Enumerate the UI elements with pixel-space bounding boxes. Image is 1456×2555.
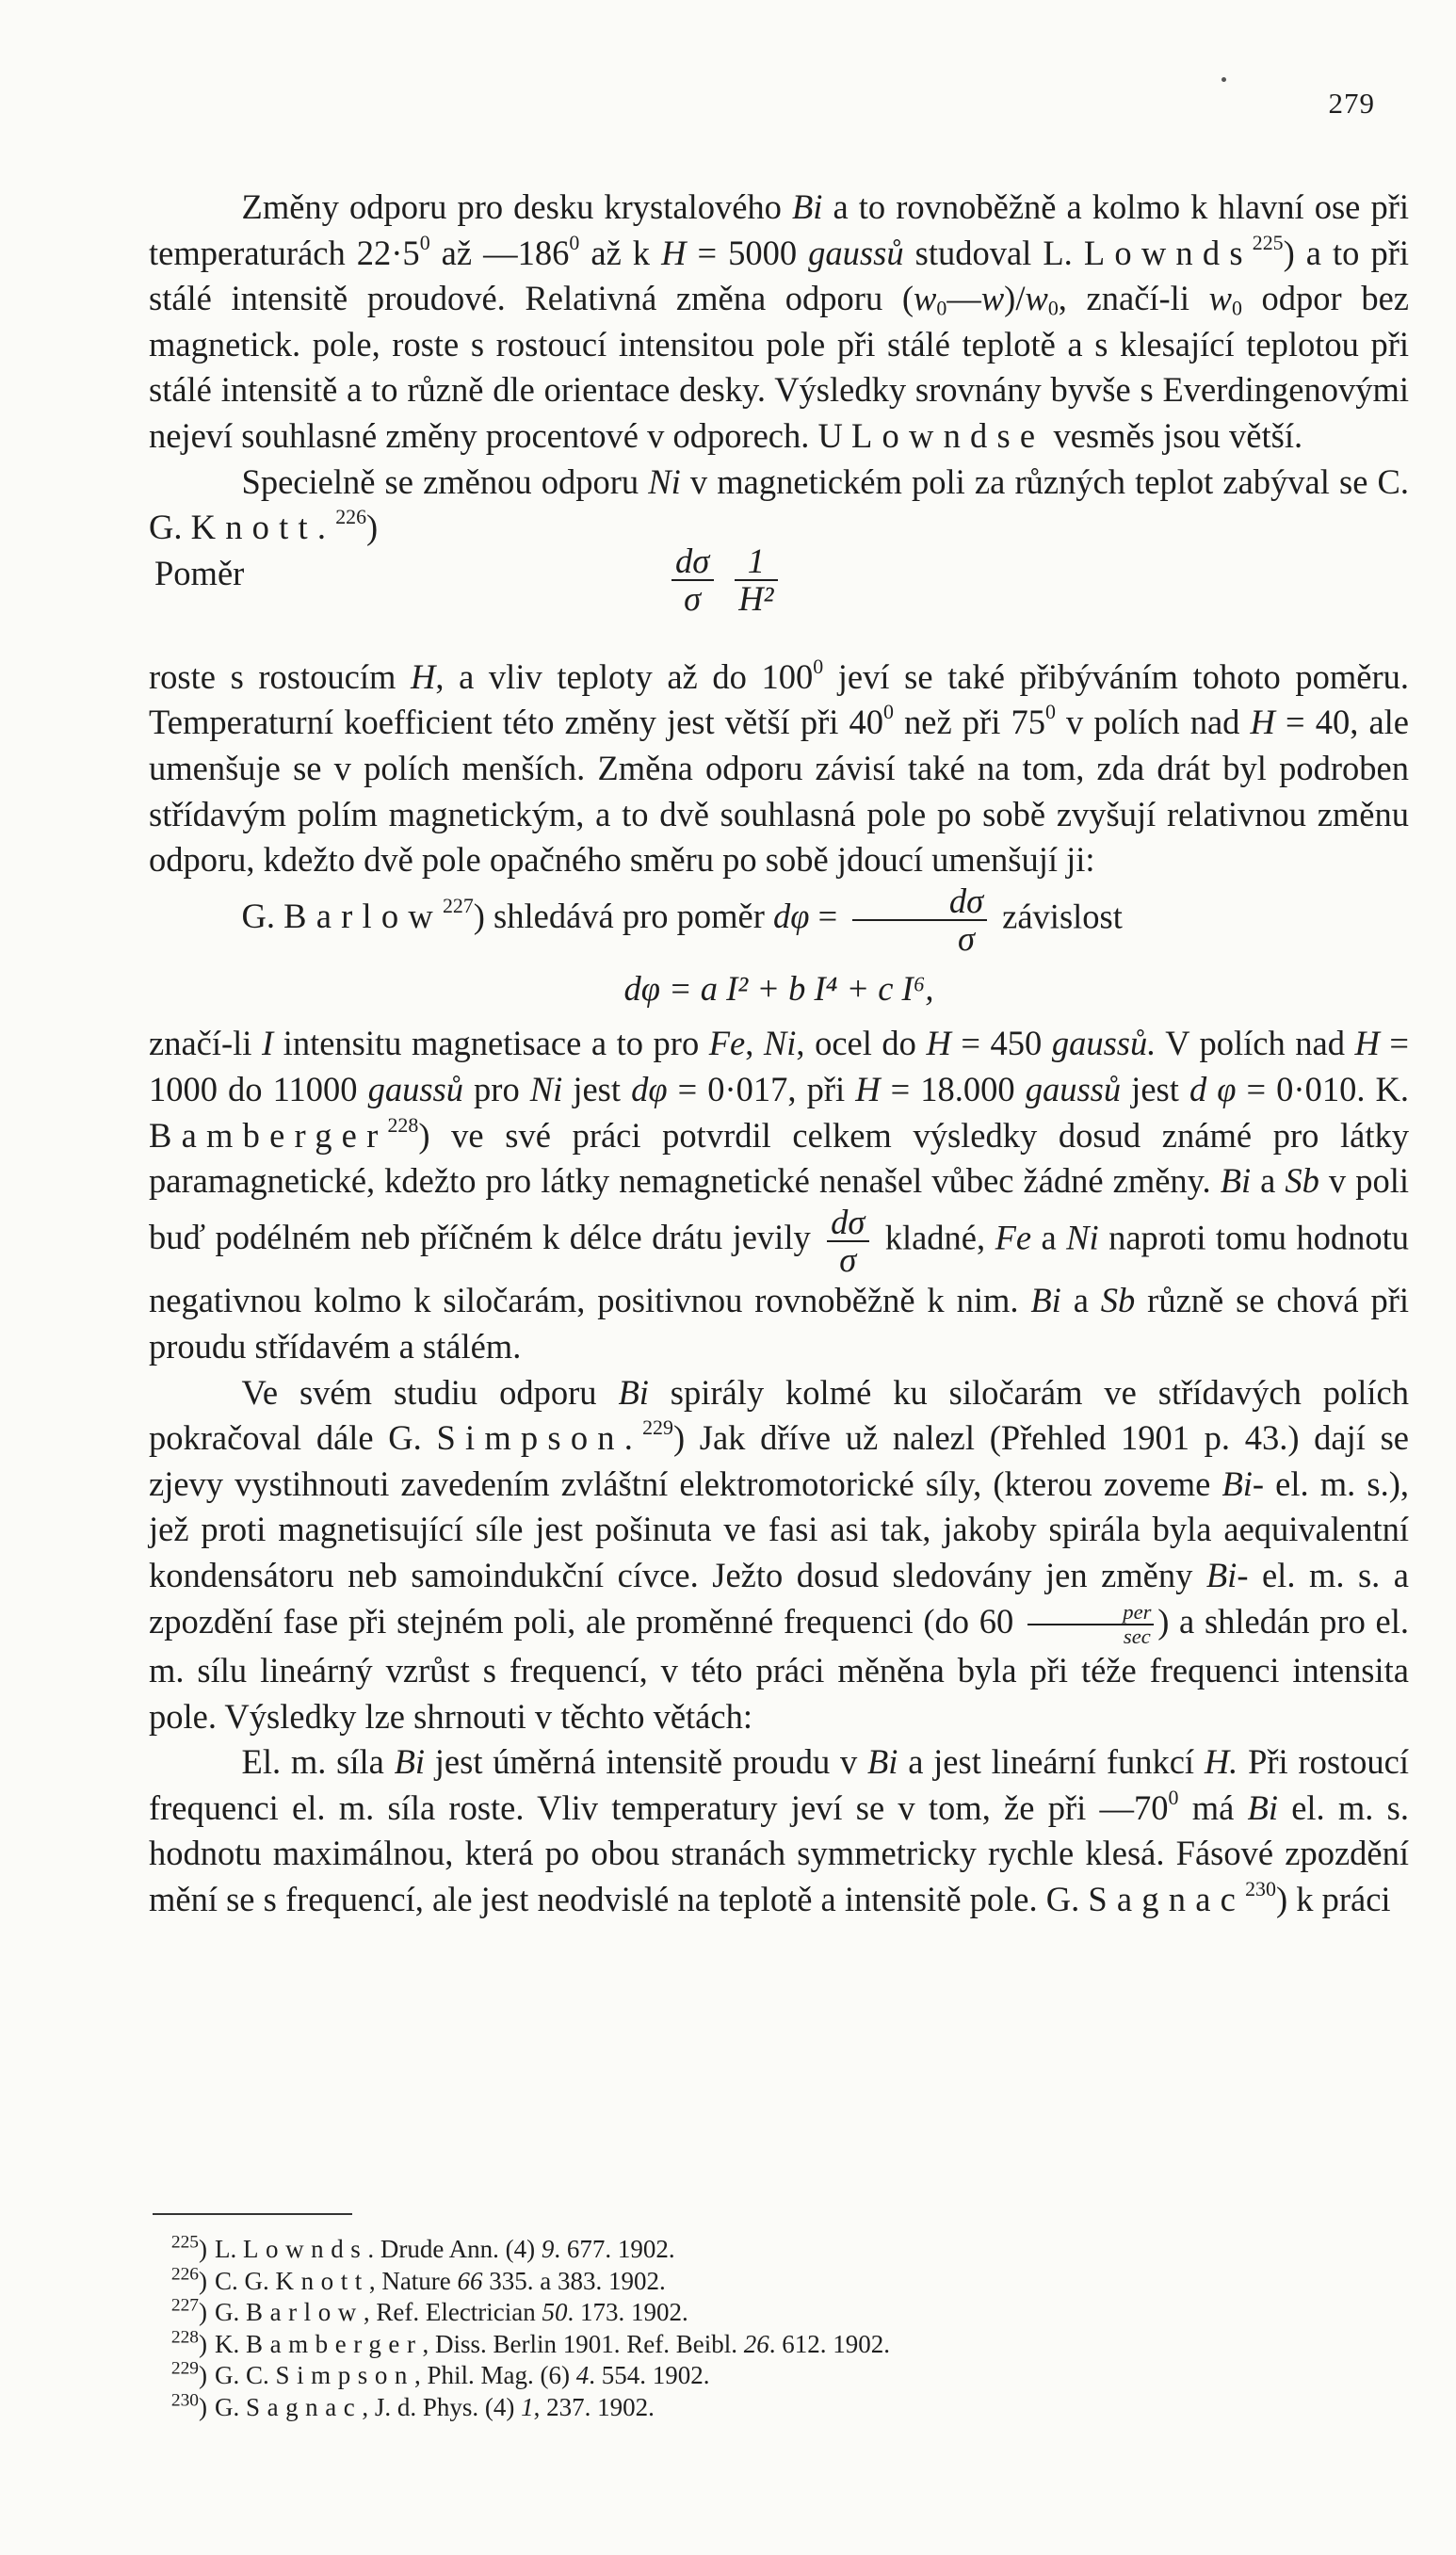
italic-term: Sb [1100, 1281, 1136, 1320]
footnote-rule [153, 2213, 352, 2215]
fraction-dsigma-barlow: $\frac{d\sigma}{\sigma}$ [852, 883, 988, 958]
italic-term: 50 [542, 2298, 568, 2326]
italic-term: 26 [743, 2329, 769, 2358]
italic-term: Bi [1205, 1555, 1238, 1594]
italic-term: Bi [792, 187, 823, 226]
text-run: = [809, 897, 847, 936]
text-run: jest [562, 1069, 632, 1108]
fraction-per-sec: $\frac{\text{per}}{\sec}$ [1027, 1601, 1154, 1648]
italic-term: H [661, 233, 687, 272]
text-run: značí-li [149, 1024, 262, 1063]
text-run: , 237. 1902. [533, 2392, 655, 2421]
text-run: . 677. 1902. [554, 2235, 675, 2263]
text-run: Specielně se změnou odporu [241, 461, 649, 501]
text-run: kladné, [875, 1218, 995, 1257]
text-run: naproti tomu hodnotu negativnou kolmo k siločarám, positivnou rovnoběžně k nim. [149, 1218, 1410, 1320]
text-run: až k [579, 233, 662, 272]
text-run: až —186 [429, 233, 570, 272]
italic-term: Fe [995, 1218, 1032, 1257]
footnote-227: $^{227}$) G. Barlow, Ref. Electrician 50. 173. 1902. [170, 2295, 688, 2326]
paragraph-ratio-dependence [149, 655, 1409, 883]
text-run: a [1031, 1218, 1067, 1257]
text-run: = 18.000 [880, 1069, 1026, 1108]
text-run: , a vliv teploty až do 100 [435, 656, 814, 696]
text-run: pro [463, 1069, 530, 1108]
italic-term: H. [1204, 1742, 1238, 1782]
text-run: v poli buď podélném neb příčném k délce drátu jevily [149, 1161, 1409, 1257]
italic-term: Bi [394, 1742, 426, 1782]
italic-term: w [914, 279, 937, 318]
paragraph-barlow [149, 883, 1409, 958]
text-run: - el. m. s.), jež proti magnetisující síle jest pošinuta ve fasi asi tak, jakoby spirála byla aequivalentní kondensátoru neb samoindukční cívce. Ježto dosud sledovány jen změny [149, 1463, 1409, 1594]
italic-term: Sb [1285, 1161, 1319, 1201]
spaced-name: Knott [275, 2266, 369, 2295]
italic-term: d φ [1189, 1069, 1237, 1108]
text-run: roste s rostoucím [149, 656, 411, 696]
footnote-226: $^{226}$) C. G. Knott, Nature 66 335. a 383. 1902. [170, 2263, 666, 2295]
reference-superscript: 228 [387, 1112, 419, 1137]
text-run: a [1060, 1281, 1101, 1320]
italic-term: dφ [631, 1069, 668, 1108]
text-run: , Diss. Berlin 1901. Ref. Beibl. [422, 2329, 744, 2358]
subscript: 0 [936, 296, 947, 320]
text-run: závislost [994, 897, 1123, 936]
reference-superscript: 227 [442, 894, 474, 918]
ratio-block [149, 541, 1409, 655]
text-run: . 612. 1902. [768, 2329, 890, 2358]
text-run: , Nature [368, 2266, 458, 2295]
text-run: 335. a 383. 1902. [482, 2266, 666, 2295]
italic-term: gaussů [367, 1069, 463, 1108]
reference-superscript: 230 [1245, 1877, 1276, 1901]
text-run: = 40, ale umenšuje se v polích menších. Změna odporu závisí také na tom, zda drát byl podroben střídavým polím magnetickým, a to dvě souhlasná pole po sobě zvyšují relativnou změnu odporu, kdežto dvě pole opačného směru po sobě jdoucí umenšují ji: [149, 703, 1409, 880]
italic-term: 4 [575, 2361, 590, 2389]
italic-term: w [1025, 279, 1048, 318]
text-run: - el. m. s. a zpozdění fase při stejném poli, ale proměnné frequenci (do 60 [149, 1555, 1409, 1641]
text-run: v polích nad [1055, 703, 1251, 742]
footnote-228: $^{228}$) K. Bamberger, Diss. Berlin 1901. Ref. Beibl. 26. 612. 1902. [170, 2326, 890, 2358]
italic-term: Bi [1247, 1787, 1278, 1827]
text-run: má [1178, 1787, 1248, 1827]
spaced-name: Barlow [283, 897, 443, 936]
italic-term: gaussů [1025, 1069, 1122, 1108]
text-run: a [1251, 1161, 1286, 1201]
barlow-formula: dφ = a I² + b I⁴ + c I⁶, [623, 969, 934, 1009]
reference-superscript: 225 [1252, 230, 1284, 254]
text-run: spirály kolmé ku siločarám ve střídavých polích pokračoval dále G. [149, 1372, 1409, 1458]
paragraph-simpson [149, 1370, 1409, 1740]
italic-term: H [855, 1069, 881, 1108]
reference-superscript: 0 [569, 230, 580, 254]
reference-superscript: 226 [335, 505, 367, 529]
fraction-dsigma-bamberger: $\frac{d\sigma}{\sigma}$ [827, 1205, 869, 1279]
footnotes [141, 2234, 1177, 2423]
text-run: , J. d. Phys. (4) [362, 2392, 522, 2421]
text-run: L. [215, 2235, 243, 2263]
ratio-fraction-inverse-h2: $\frac{1}{\text{H²}}$ [735, 543, 778, 618]
text-run: , ocel do [796, 1024, 927, 1063]
italic-term: Bi [1220, 1161, 1252, 1201]
text-run: než při 75 [893, 703, 1045, 742]
italic-term: H [1250, 703, 1275, 742]
footnote-230: $^{230}$) G. Sagnac, J. d. Phys. (4) 1, 237. 1902. [170, 2389, 655, 2421]
text-run: K. [215, 2329, 246, 2358]
text-run: a to rovnoběžně a kolmo k hlavní ose při temperaturách 22·5 [149, 187, 1409, 272]
paragraph-em-force [149, 1739, 1409, 1922]
text-run: El. m. síla [241, 1742, 395, 1782]
text-run: , [745, 1024, 764, 1063]
reference-superscript: 0 [419, 230, 430, 254]
text-run: el. m. s. hodnotu maximálnou, která po obou stranách symmetricky rychle klesá. Fásové zpozdění mění se s frequencí, ale jest neodvislé na teplotě a intensitě pole. G. [149, 1787, 1410, 1918]
spaced-name: Bamberger [246, 2329, 423, 2358]
text-run: . 173. 1902. [567, 2298, 688, 2326]
reference-superscript: 0 [1168, 1785, 1179, 1809]
text-run: ) k práci [1275, 1879, 1391, 1918]
text-run: , značí-li [1058, 279, 1209, 318]
italic-term: 1 [521, 2392, 534, 2421]
italic-term: w [1208, 279, 1232, 318]
text-run: G. C. [215, 2361, 276, 2389]
footnote-229: $^{229}$) G. C. Simpson, Phil. Mag. (6) 4. 554. 1902. [170, 2358, 710, 2389]
reference-superscript: 0 [813, 654, 824, 678]
text-run: . Drude Ann. (4) [367, 2235, 542, 2263]
text-run: , Phil. Mag. (6) [413, 2361, 576, 2389]
spaced-name: Lownds [243, 2235, 368, 2263]
page-speck [1221, 77, 1226, 82]
text-run: Při rostoucí frequenci el. m. síla roste. Vliv temperatury jeví se v tom, že při —70 [149, 1742, 1410, 1827]
italic-term: dφ [773, 897, 810, 936]
italic-term: Fe [708, 1024, 746, 1063]
italic-term: w [980, 279, 1005, 318]
italic-term: 66 [457, 2266, 483, 2295]
text-run: Změny odporu pro desku krystalového [241, 187, 792, 226]
ratio-formula [665, 543, 784, 618]
text-run: odpor bez magnetick. pole, roste s rostoucí intensitou pole při stálé teplotě a s klesající teplotou při stálé intensitě a to různě dle orientace desky. Výsledky srovnány byvše s Everdingenovými nejeví souhlasné změny procentové v odporech. U [149, 279, 1409, 455]
paragraph-lownds [149, 185, 1409, 460]
text-run: . 554. 1902. [589, 2361, 710, 2389]
reference-superscript: 229 [642, 1415, 673, 1440]
text-run: studoval L. [903, 233, 1084, 272]
italic-term: H [926, 1024, 951, 1063]
reference-superscript: 0 [882, 700, 894, 724]
text-run: = 0·017, při [667, 1069, 856, 1108]
text-run: V polích nad [1156, 1024, 1355, 1063]
spaced-name: Lownds [1083, 233, 1253, 272]
italic-term: I [261, 1024, 274, 1063]
italic-term: H [1354, 1024, 1380, 1063]
ratio-fraction-dsigma: $\frac{d\sigma}{\sigma}$ [671, 543, 714, 618]
italic-term: Ni [529, 1069, 563, 1108]
text-run: intensitu magnetisace a to pro [273, 1024, 709, 1063]
spaced-name: Knott. [190, 508, 336, 547]
italic-term: Ni [763, 1024, 797, 1063]
spaced-name: Sagnac [1088, 1879, 1246, 1918]
subscript: 0 [1047, 296, 1059, 320]
text-run: G. [215, 2392, 246, 2421]
italic-term: Bi [867, 1742, 898, 1782]
italic-term: Bi [1221, 1463, 1253, 1503]
text-run: = 450 [950, 1024, 1052, 1063]
italic-term: Bi [618, 1372, 649, 1412]
text-run: ) a to při stálé intensitě proudové. Relativná změna odporu ( [149, 233, 1410, 318]
text-run: = 5000 [686, 233, 809, 272]
spaced-name: Simpson. [436, 1418, 643, 1458]
text-run: vesměs jsou větší. [1044, 415, 1303, 455]
text-run: ) Jak dříve už nalezl (Přehled 1901 p. 43.) dají se zjevy vystihnouti zavedením zvláštní elektromotorické síly, (kterou zoveme [149, 1418, 1409, 1503]
text-run: v magnetickém poli za různých teplot zabýval se C. G. [149, 461, 1409, 547]
ratio-label: Poměr [154, 553, 245, 592]
text-run: ) a shledán pro el. m. sílu lineárný vzrůst s frequencí, v této práci měněna byla při téže frequenci intensita pole. Výsledky lze shrnouti v těchto větách: [149, 1601, 1409, 1736]
text-run: G. [215, 2298, 246, 2326]
main-text [149, 185, 1409, 1923]
italic-term: Bi [1030, 1281, 1061, 1320]
italic-term: Ni [1066, 1218, 1099, 1257]
spaced-name: Barlow [246, 2298, 364, 2326]
text-run: a jest lineární funkcí [898, 1742, 1205, 1782]
spaced-name: Sagnac [246, 2392, 363, 2421]
text-run: — [946, 279, 981, 318]
italic-term: Ni [648, 461, 681, 501]
text-run: ) [366, 508, 379, 547]
reference-superscript: 0 [1044, 700, 1056, 724]
paragraph-bamberger [149, 1021, 1409, 1369]
paragraph-knott [149, 460, 1409, 551]
text-run: = 0·010. K. [1236, 1069, 1409, 1108]
text-run: ) shledává pro poměr [473, 897, 774, 936]
text-run: = 1000 do 11000 [149, 1024, 1410, 1108]
text-run: jeví se také přibýváním tohoto poměru. Temperaturní koefficient této změny jest větší při 40 [149, 656, 1410, 742]
italic-term: 9 [541, 2235, 555, 2263]
page-number: 279 [1328, 87, 1375, 120]
italic-term: H [411, 656, 436, 696]
italic-term: gaussů [808, 233, 904, 272]
text-run: jest [1121, 1069, 1189, 1108]
footnote-225: $^{225}$) L. Lownds. Drude Ann. (4) 9. 677. 1902. [170, 2232, 675, 2263]
text-run: C. G. [215, 2266, 276, 2295]
spaced-name: Lowndse [851, 415, 1045, 455]
text-run: různě se chová při proudu střídavém a stálém. [149, 1281, 1410, 1366]
spaced-name: Bamberger [149, 1115, 388, 1155]
text-run: )/ [1004, 279, 1026, 318]
subscript: 0 [1231, 296, 1242, 320]
text-run: Ve svém studiu odporu [241, 1372, 619, 1412]
text-run: ) ve své práci potvrdil celkem výsledky dosud známé pro látky paramagnetické, kdežto pro látky nemagnetické nenašel vůbec žádné změny. [149, 1115, 1409, 1201]
spaced-name: Simpson [275, 2361, 414, 2389]
italic-term: gaussů. [1051, 1024, 1157, 1063]
text-run: jest úměrná intensitě proudu v [425, 1742, 867, 1782]
text-run: , Ref. Electrician [363, 2298, 542, 2326]
text-run: G. [241, 897, 284, 936]
